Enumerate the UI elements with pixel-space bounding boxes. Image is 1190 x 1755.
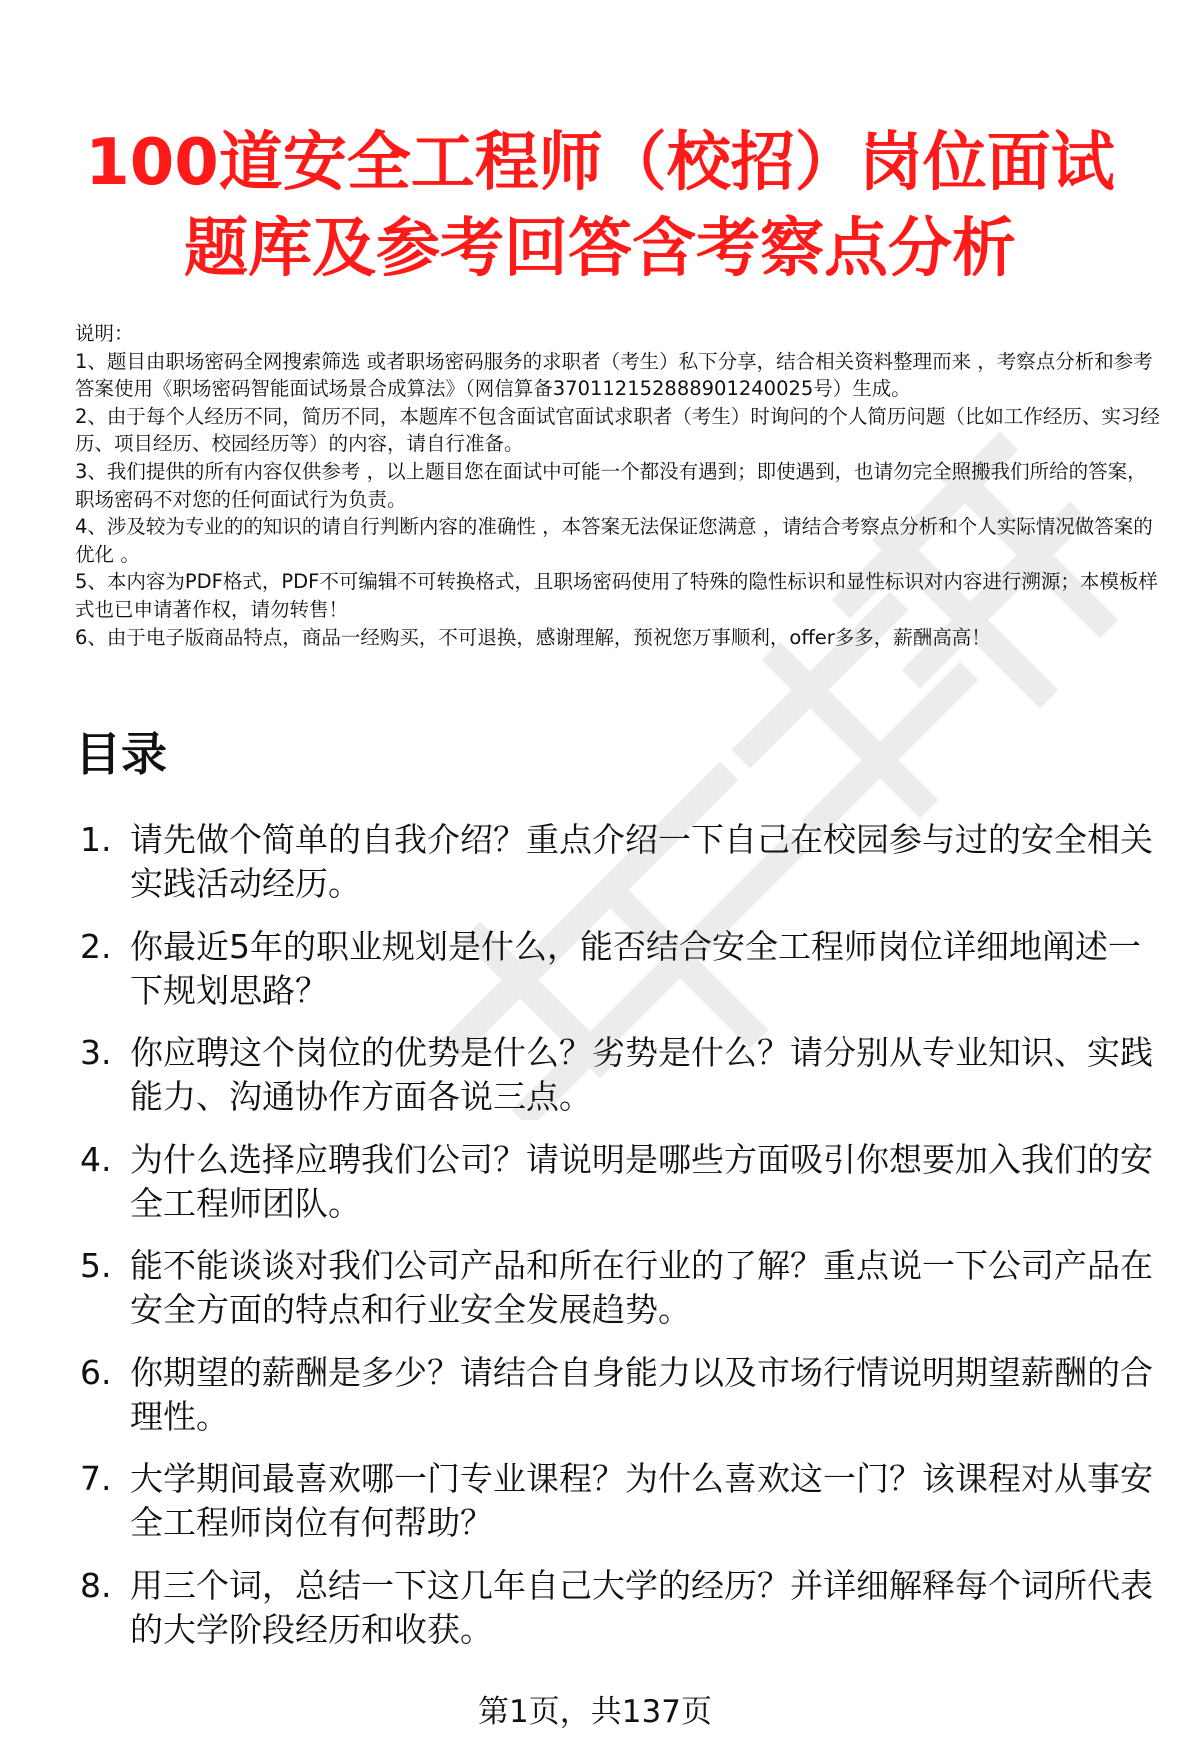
title-line-2: 题库及参考回答含考察点分析 <box>184 212 1016 286</box>
toc-item <box>75 818 1165 906</box>
toc-item-text: 用三个词，总结一下这几年自己大学的经历？并详细解释每个词所代表的大学阶段经历和收获。 <box>130 1565 1153 1649</box>
toc-item <box>75 1564 1165 1652</box>
toc-item <box>75 1031 1165 1119</box>
toc-item-number: 1. <box>80 820 112 859</box>
note-item: 5、本内容为PDF格式，PDF不可编辑不可转换格式，且职场密码使用了特殊的隐性标识和显性标识对内容进行溯源；本模板样式也已申请著作权，请勿转售！ <box>75 570 1158 621</box>
page-number: 第1页，共137页 <box>478 1694 712 1730</box>
toc-item-text: 你期望的薪酬是多少？请结合自身能力以及市场行情说明期望薪酬的合理性。 <box>130 1352 1153 1436</box>
toc-item-number: 7. <box>80 1459 112 1498</box>
note-item: 1、题目由职场密码全网搜索筛选 或者职场密码服务的求职者（考生）私下分享，结合相关资料整理而来 ，考察点分析和参考答案使用《职场密码智能面试场景合成算法》（网信算备370112152888901240025号）生成。 <box>75 349 1153 401</box>
toc-item-text: 请先做个简单的自我介绍？重点介绍一下自己在校园参与过的安全相关实践活动经历。 <box>130 820 1153 903</box>
toc-heading: 目录 <box>75 727 167 781</box>
title-line-1: 100道安全工程师（校招）岗位面试 <box>85 126 1115 200</box>
toc-item-text: 你应聘这个岗位的优势是什么？劣势是什么？请分别从专业知识、实践能力、沟通协作方面各说三点。 <box>130 1033 1153 1116</box>
note-item: 6、由于电子版商品特点，商品一经购买，不可退换，感谢理解，预祝您万事顺利，offer多多，薪酬高高！ <box>75 625 991 649</box>
toc-item <box>75 1244 1165 1332</box>
toc-item-text: 能不能谈谈对我们公司产品和所在行业的了解？重点说一下公司产品在安全方面的特点和行业安全发展趋势。 <box>130 1246 1153 1329</box>
toc-item-text: 大学期间最喜欢哪一门专业课程？为什么喜欢这一门？该课程对从事安全工程师岗位有何帮助？ <box>130 1459 1153 1542</box>
toc-item-number: 5. <box>80 1246 112 1285</box>
notes-section <box>75 320 1165 651</box>
toc-item <box>75 1351 1165 1439</box>
toc-list <box>75 818 1165 1670</box>
note-item: 2、由于每个人经历不同，简历不同，本题库不包含面试官面试求职者（考生）时询问的个人简历问题（比如工作经历、实习经历、项目经历、校园经历等）的内容，请自行准备。 <box>75 404 1160 456</box>
toc-item <box>75 925 1165 1013</box>
toc-item <box>75 1457 1165 1545</box>
toc-item-text: 为什么选择应聘我们公司？请说明是哪些方面吸引你想要加入我们的安全工程师团队。 <box>130 1139 1153 1223</box>
toc-item-number: 4. <box>80 1139 112 1179</box>
toc-item-number: 2. <box>80 926 112 966</box>
toc-item-number: 8. <box>80 1565 112 1605</box>
toc-item <box>75 1138 1165 1226</box>
notes-label: 说明： <box>75 322 134 345</box>
note-item: 3、我们提供的所有内容仅供参考 ，以上题目您在面试中可能一个都没有遇到；即使遇到，也请勿完全照搬我们所给的答案，职场密码不对您的任何面试行为负责。 <box>75 459 1147 511</box>
toc-item-number: 3. <box>80 1033 112 1072</box>
toc-item-text: 你最近5年的职业规划是什么，能否结合安全工程师岗位详细地阐述一下规划思路？ <box>130 926 1141 1010</box>
note-item: 4、涉及较为专业的的知识的请自行判断内容的准确性 ，本答案无法保证您满意 ，请结合考察点分析和个人实际情况做答案的优化 。 <box>75 515 1153 566</box>
document-title <box>60 120 1140 292</box>
toc-item-number: 6. <box>80 1352 112 1392</box>
